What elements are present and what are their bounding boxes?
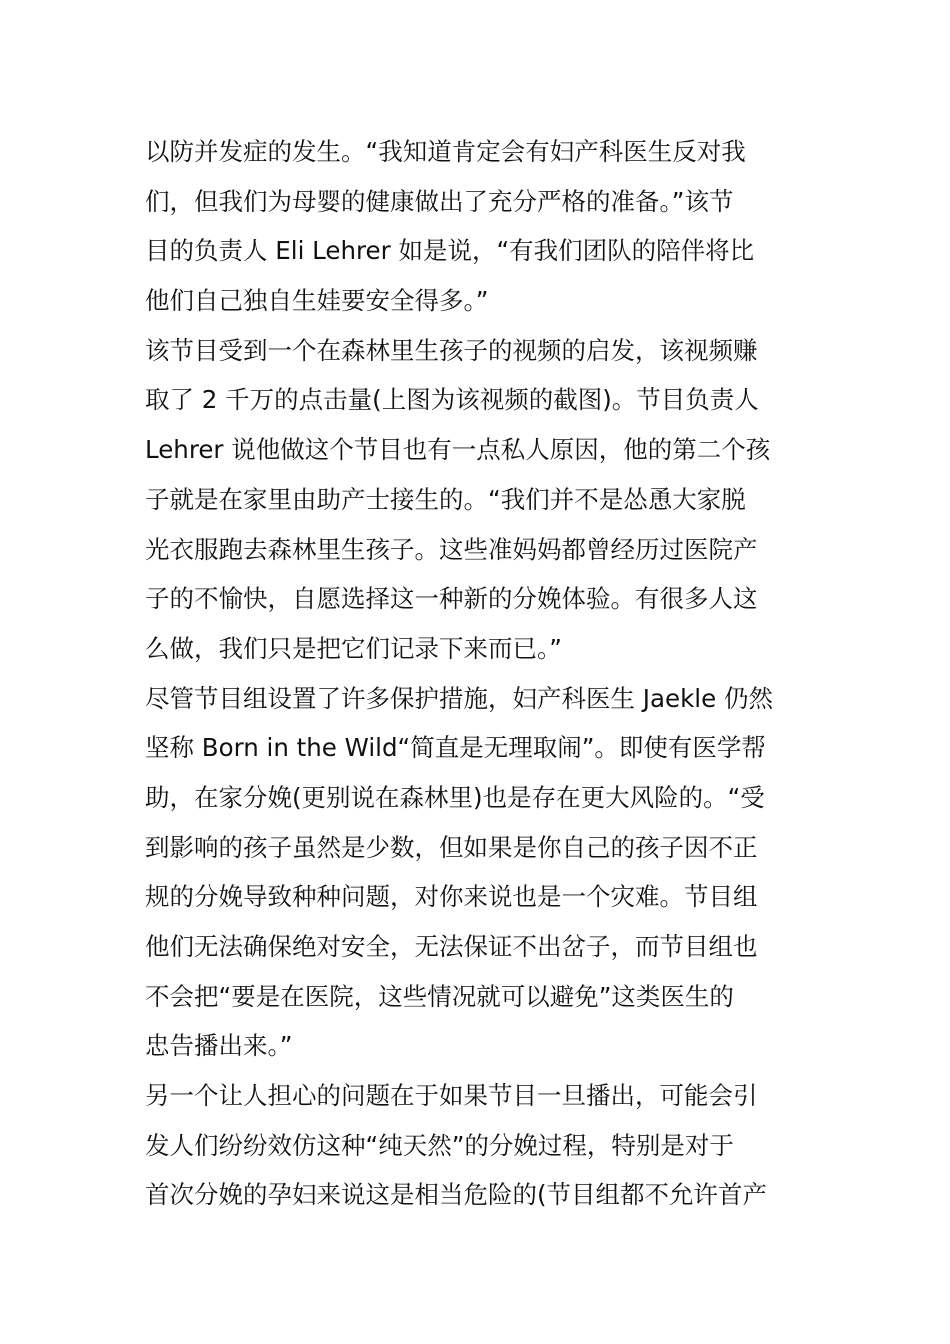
text-line: 们，但我们为母婴的健康做出了充分严格的准备。”该节: [145, 186, 734, 216]
text-line: 到影响的孩子虽然是少数，但如果是你自己的孩子因不正: [145, 832, 758, 862]
text-line: 他们自己独自生娃要安全得多。”: [145, 286, 489, 316]
text-line: 忠告播出来。”: [145, 1031, 293, 1061]
text-line: 子的不愉快，自愿选择这一种新的分娩体验。有很多人这: [145, 584, 758, 614]
text-line: 不会把“要是在医院，这些情况就可以避免”这类医生的: [145, 981, 734, 1011]
text-line: 首次分娩的孕妇来说这是相当危险的(节目组都不允许首产: [145, 1180, 768, 1210]
text-line: 以防并发症的发生。“我知道肯定会有妇产科医生反对我: [145, 137, 746, 166]
document-body: [145, 127, 815, 1220]
text-line: 坚称 Born in the Wild“简直是无理取闹”。即使有医学帮: [145, 733, 766, 763]
text-line: 目的负责人 Eli Lehrer 如是说，“有我们团队的陪伴将比: [145, 236, 755, 266]
text-line: 他们无法确保绝对安全，无法保证不出岔子，而节目组也: [145, 932, 758, 961]
text-line: 另一个让人担心的问题在于如果节目一旦播出，可能会引: [145, 1081, 758, 1111]
text-line: 子就是在家里由助产士接生的。“我们并不是怂恿大家脱: [145, 484, 746, 514]
text-line: 尽管节目组设置了许多保护措施，妇产科医生 Jaekle 仍然: [145, 683, 773, 713]
text-line: 规的分娩导致种种问题，对你来说也是一个灾难。节目组: [145, 882, 758, 912]
text-line: 该节目受到一个在森林里生孩子的视频的启发，该视频赚: [145, 335, 758, 365]
text-line: 光衣服跑去森林里生孩子。这些准妈妈都曾经历过医院产: [145, 534, 758, 564]
text-line: Lehrer 说他做这个节目也有一点私人原因，他的第二个孩: [145, 435, 771, 465]
text-line: 么做，我们只是把它们记录下来而已。”: [145, 633, 562, 663]
text-line: 助，在家分娩(更别说在森林里)也是存在更大风险的。“受: [145, 782, 765, 812]
text-line: 发人们纷纷效仿这种“纯天然”的分娩过程，特别是对于: [145, 1130, 734, 1160]
text-line: 取了 2 千万的点击量(上图为该视频的截图)。节目负责人: [145, 385, 759, 415]
